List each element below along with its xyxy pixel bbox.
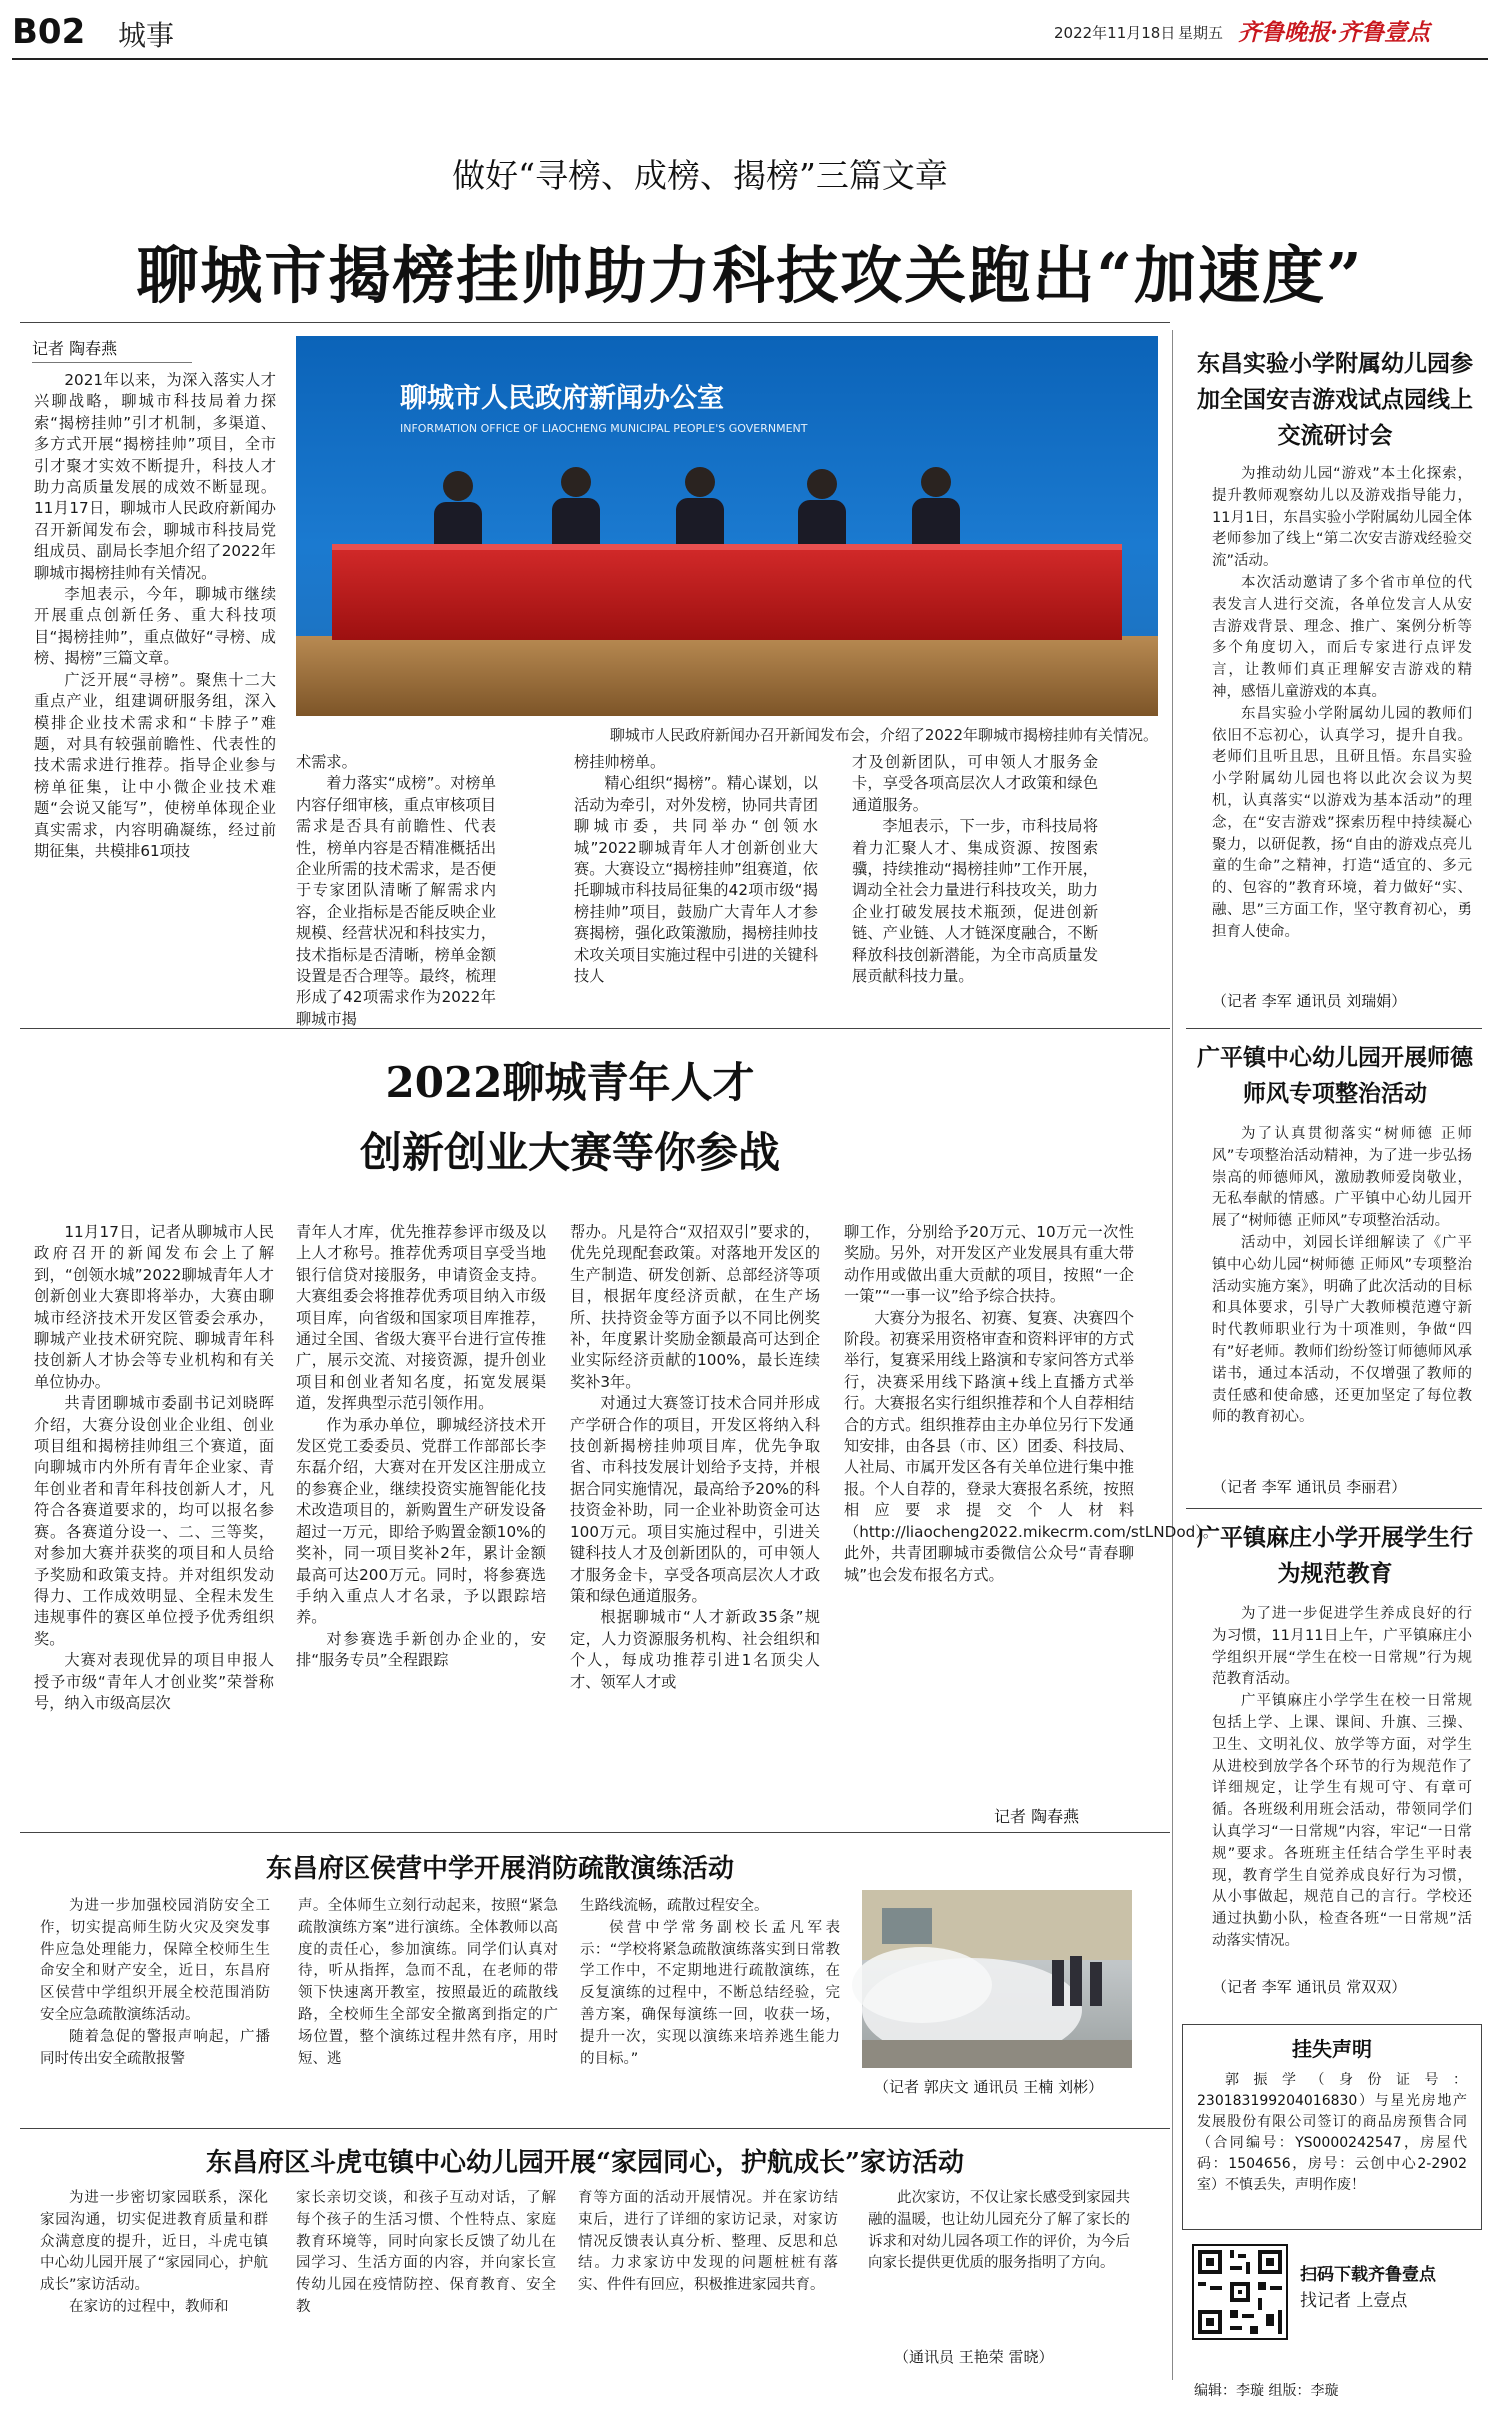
paragraph-continued: 生路线流畅，疏散过程安全。 — [580, 1898, 769, 1914]
lost-notice-box — [1182, 2024, 1482, 2230]
brand-separator: · — [1330, 19, 1339, 46]
conference-table — [332, 544, 1122, 640]
photo-caption: 聊城市人民政府新闻办召开新闻发布会，介绍了2022年聊城市揭榜挂帅有关情况。 — [609, 726, 1158, 744]
side3-body — [1212, 1604, 1472, 1966]
drill-column-2 — [298, 1896, 558, 2120]
photo-banner-title: 聊城市人民政府新闻办公室 — [400, 383, 724, 414]
paragraph-continued: 声。全体师生立刻行动起来，按照“紧急疏散演练方案”进行演练。全体教师以高度的责任心，参加演练。同学们认真对待，听从指挥，急而不乱，在老师的带领下快速离开教室，按照最近的疏散线路，全校师生全部安全撤离到指定的广场位置，整个演练过程井然有序，用时短、逃 — [298, 1898, 558, 2067]
contest-title-line-2: 创新创业大赛等你参战 — [359, 1128, 780, 1177]
paragraph: 活动中，刘园长详细解读了《广平镇中心幼儿园“树师德 正师风”专项整治活动实施方案》，明确了此次活动的目标和具体要求，引导广大教师模范遵守新时代教师职业行为十项准则，争做“四有”好老师。教师们纷纷签订师德师风承诺书，通过本活动，不仅增强了教师的责任感和使命感，还更加坚定了每位教师的教育初心。 — [1212, 1234, 1472, 1426]
page-number: B02 — [12, 12, 86, 52]
paragraph: 根据聊城市“人才新政35条”规定，人力资源服务机构、社会组织和个人，每成功推荐引进1名顶尖人才、领军人才或 — [570, 1608, 820, 1691]
divider — [20, 1832, 1170, 1833]
paragraph: 广泛开展“寻榜”。聚焦十二大重点产业，组建调研服务组，深入模排企业技术需求和“卡脖子”难题，对具有较强前瞻性、代表性的技术需求进行推荐。指导企业参与榜单征集，让中小微企业技术难题“会说又能写”，使榜单体现企业真实需求，内容明确凝练，经过前期征集，共模排61项技 — [34, 670, 276, 860]
paragraph: 大赛对表现优异的项目申报人授予市级“青年人才创业奖”荣誉称号，纳入市级高层次 — [34, 1651, 274, 1712]
side1-title: 东昌实验小学附属幼儿园参加全国安吉游戏试点园线上交流研讨会 — [1197, 350, 1473, 449]
drill-photo — [862, 1890, 1132, 2068]
divider — [1186, 1508, 1482, 1509]
drill-title: 东昌府区侯营中学开展消防疏散演练活动 — [265, 1854, 734, 1884]
paragraph: 李旭表示，今年，聊城市继续开展重点创新任务、重大科技项目“揭榜挂帅”，重点做好“寻榜、成榜、揭榜”三篇文章。 — [34, 585, 276, 668]
header-bar — [0, 0, 1500, 64]
lead-byline — [32, 336, 192, 363]
lead-column-2 — [296, 752, 496, 1028]
divider — [20, 2128, 1170, 2129]
lead-title: 聊城市揭榜挂帅助力科技攻关跑出“加速度” — [136, 239, 1364, 312]
qr-icon — [1194, 2246, 1286, 2338]
side3-title: 广平镇麻庄小学开展学生行为规范教育 — [1197, 1524, 1473, 1587]
paragraph: 11月17日，记者从聊城市人民政府召开的新闻发布会上了解到，“创领水城”2022聊城青年人才创新创业大赛即将举办，大赛由聊城市经济技术开发区管委会承办，聊城产业技术研究院、聊城青年科技创新人才协会等专业机构和有关单位协办。 — [34, 1223, 274, 1391]
visit-column-2 — [296, 2188, 556, 2378]
drill-column-3 — [580, 1896, 840, 2120]
lead-column-1 — [34, 370, 276, 1016]
paragraph: 对参赛选手新创办企业的，安排“服务专员”全程跟踪 — [296, 1629, 546, 1670]
contest-byline: 记者 陶春燕 — [994, 1807, 1080, 1826]
drill-photo-credit: （记者 郭庆文 通讯员 王楠 刘彬） — [874, 2078, 1104, 2096]
contest-column-3 — [570, 1222, 820, 1826]
paragraph: 为了认真贯彻落实“树师德 正师风”专项整治活动精神，为了进一步弘扬崇高的师德师风，激励教师爱岗敬业，无私奉献的情感。广平镇中心幼儿园开展了“树师德 正师风”专项整治活动。 — [1212, 1126, 1472, 1230]
paragraph: 大赛分为报名、初赛、复赛、决赛四个阶段。初赛采用资格审查和资料评审的方式举行，复赛采用线上路演和专家问答方式举行，决赛采用线下路演+线上直播方式举行。大赛报名实行组织推荐和个人自荐相结合的方式。组织推荐由主办单位另行下发通知安排，由各县（市、区）团委、科技局、人社局、市属开发区各有关单位进行集中推报。个人自荐的，登录大赛报名系统，按照相应要求提交个人材料（http://liaocheng2022.mikecrm.com/stLNDod）。此外，共青团聊城市委微信公众号“青春聊城”也会发布报名方式。 — [844, 1308, 1219, 1584]
brand-app-name: 齐鲁壹点 — [1338, 19, 1431, 46]
paragraph: 李旭表示，下一步，市科技局将着力汇聚人才、集成资源、按图索骥，持续推动“揭榜挂帅”工作开展，调动全社会力量进行科技攻关，助力企业打破发展技术瓶颈，促进创新链、产业链、人才链深度融合，不断释放科技创新潜能，为全市高质量发展贡献科技力量。 — [852, 817, 1098, 986]
lead-column-4 — [852, 752, 1098, 1016]
paragraph-continued: 家长亲切交谈，和孩子互动对话，了解每个孩子的生活习惯、个性特点、家庭教育环境等，同时向家长反馈了幼儿在园学习、生活方面的内容，并向家长宣传幼儿园在疫情防控、保育教育、安全教 — [296, 2190, 556, 2315]
paragraph-continued: 帮办。凡是符合“双招双引”要求的，优先兑现配套政策。对落地开发区的生产制造、研发创新、总部经济等项目，根据年度经济贡献，在生产场所、扶持资金等方面予以不同比例奖补，年度累计奖励金额最高可达到企业实际经济贡献的100%，最长连续奖补3年。 — [570, 1223, 820, 1391]
visit-byline: （通讯员 王艳荣 雷晓） — [894, 2348, 1054, 2366]
divider — [1172, 330, 1173, 2380]
paragraph: 共青团聊城市委副书记刘晓晖介绍，大赛分设创业企业组、创业项目组和揭榜挂帅组三个赛道，面向聊城市内外所有青年企业家、青年创业者和青年科技创新人才，凡符合各赛道要求的，均可以报名参赛。各赛道分设一、二、三等奖，对参加大赛并获奖的项目和人员给予奖励和政策支持。并对组织发动得力、工作成效明显、全程未发生违规事件的赛区单位授予优秀组织奖。 — [34, 1394, 274, 1648]
photo-illustration — [862, 1890, 1132, 2068]
paragraph-continued: 术需求。 — [296, 753, 357, 771]
qr-line-1: 扫码下载齐鲁壹点 — [1300, 2265, 1436, 2285]
paragraph: 作为承办单位，聊城经济技术开发区党工委委员、党群工作部部长李东磊介绍，大赛对在开发区注册成立的参赛企业，继续投资实施智能化技术改造项目的，新购置生产研发设备超过一万元，即给予购置金额10%的奖补，同一项目奖补2年，累计金额最高可达200万元。同时，将参赛选手纳入重点人才名录，予以跟踪培养。 — [296, 1415, 546, 1627]
paragraph: 为推动幼儿园“游戏”本土化探索，提升教师观察幼儿以及游戏指导能力，11月1日，东昌实验小学附属幼儿园全体老师参加了线上“第二次安吉游戏经验交流”活动。 — [1212, 466, 1472, 570]
side2-body — [1212, 1124, 1472, 1470]
lead-kicker: 做好“寻榜、成榜、揭榜”三篇文章 — [452, 156, 948, 195]
paragraph-continued: 青年人才库，优先推荐参评市级及以上人才称号。推荐优秀项目享受当地银行信贷对接服务，申请资金支持。大赛组委会将推荐优秀项目纳入市级项目库，向省级和国家项目库推荐，通过全国、省级大赛平台进行宣传推广，展示交流、对接资源，提升创业项目和创业者知名度，拓宽发展渠道，发挥典型示范引领作用。 — [296, 1223, 546, 1413]
paragraph: 2021年以来，为深入落实人才兴聊战略，聊城市科技局着力探索“揭榜挂帅”引才机制，多渠道、多方式开展“揭榜挂帅”项目，全市引才聚才实效不断提升，科技人才助力高质量发展的成效不断显现。11月17日，聊城市人民政府新闻办召开新闻发布会，聊城市科技局党组成员、副局长李旭介绍了2022年聊城市揭榜挂帅有关情况。 — [34, 371, 276, 582]
side3-byline: （记者 李军 通讯员 常双双） — [1212, 1978, 1407, 1996]
issue-weekday: 星期五 — [1178, 24, 1224, 42]
paragraph-continued: 聊工作，分别给予20万元、10万元一次性奖励。另外，对开发区产业发展具有重大带动作用或做出重大贡献的项目，按照“一企一策”“一事一议”给予综合扶持。 — [844, 1223, 1134, 1306]
divider — [20, 1028, 1170, 1029]
qr-line-2: 找记者 上壹点 — [1300, 2291, 1408, 2311]
contest-column-4 — [844, 1222, 1219, 1800]
paragraph: 此次家访，不仅让家长感受到家园共融的温暖，也让幼儿园充分了解了家长的诉求和对幼儿园各项工作的评价，为今后向家长提供更优质的服务指明了方向。 — [868, 2190, 1130, 2272]
notice-title: 挂失声明 — [1292, 2037, 1372, 2061]
qr-code[interactable] — [1192, 2244, 1288, 2340]
contest-column-1 — [34, 1222, 274, 1826]
byline-text: 记者 陶春燕 — [32, 339, 118, 358]
paragraph: 为进一步加强校园消防安全工作，切实提高师生防火灾及突发事件应急处理能力，保障全校师生生命安全和财产安全，近日，东昌府区侯营中学组织开展全校范围消防安全应急疏散演练活动。 — [40, 1898, 270, 2023]
qr-caption — [1300, 2262, 1436, 2314]
paragraph: 本次活动邀请了多个省市单位的代表发言人进行交流，各单位发言人从安吉游戏背景、理念、推广、案例分析等多个角度切入，而后专家进行点评发言，让教师们真正理解安吉游戏的精神，感悟儿童游戏的本真。 — [1212, 574, 1472, 700]
contest-title-line-1: 2022聊城青年人才 — [385, 1058, 755, 1107]
section-name: 城事 — [118, 19, 175, 52]
paragraph: 为进一步密切家园联系，深化家园沟通，切实促进教育质量和群众满意度的提升，近日，斗虎屯镇中心幼儿园开展了“家园同心，护航成长”家访活动。 — [40, 2190, 268, 2294]
side2-byline: （记者 李军 通讯员 李丽君） — [1212, 1478, 1407, 1496]
side1-body — [1212, 464, 1472, 1016]
visit-column-3 — [578, 2188, 838, 2378]
paragraph: 为了进一步促进学生养成良好的行为习惯，11月11日上午，广平镇麻庄小学组织开展“学生在校一日常规”行为规范教育活动。 — [1212, 1606, 1472, 1688]
brand-name: 齐鲁晚报 — [1238, 19, 1330, 46]
drill-column-1 — [40, 1896, 270, 2120]
visit-column-1 — [40, 2188, 268, 2378]
side1-byline: （记者 李军 通讯员 刘瑞娟） — [1212, 992, 1407, 1010]
floor — [296, 636, 1158, 716]
paragraph: 对通过大赛签订技术合同并形成产学研合作的项目，开发区将纳入科技创新揭榜挂帅项目库，优先争取省、市科技发展计划给予支持，并根据合同实施情况，最高给予20%的科技资金补助，同一企业补助资金可达100万元。项目实施过程中，引进关键科技人才及创新团队的，可申领人才服务金卡，享受各项高层次人才政策和绿色通道服务。 — [570, 1394, 820, 1605]
paragraph: 广平镇麻庄小学学生在校一日常规包括上学、上课、课间、升旗、三操、卫生、文明礼仪、放学等方面，对学生从进校到放学各个环节的行为规范作了详细规定，让学生有规可守、有章可循。各班级利用班会活动，带领同学们认真学习“一日常规”内容，牢记“一日常规”要求。各班班主任结合学生平时表现，教育学生自觉养成良好行为习惯，从小事做起，规范自己的言行。学校还通过执勤小队，检查各班“一日常规”活动落实情况。 — [1212, 1693, 1472, 1949]
visit-title: 东昌府区斗虎屯镇中心幼儿园开展“家园同心，护航成长”家访活动 — [206, 2148, 964, 2178]
issue-date: 2022年11月18日 — [1054, 24, 1176, 42]
paragraph: 精心组织“揭榜”。精心谋划，以活动为牵引，对外发榜，协同共青团聊城市委，共同举办“创领水城”2022聊城青年人才创新创业大赛。大赛设立“揭榜挂帅”组赛道，依托聊城市科技局征集的42项市级“揭榜挂帅”项目，鼓励广大青年人才参赛揭榜，强化政策激励，揭榜挂帅技术攻关项目实施过程中引进的关键科技人 — [574, 774, 818, 986]
header-rule — [12, 58, 1488, 60]
divider — [1186, 1028, 1482, 1029]
visit-column-4 — [868, 2188, 1130, 2338]
paragraph-continued: 榜挂帅榜单。 — [574, 753, 666, 771]
photo-banner-subtitle: INFORMATION OFFICE OF LIAOCHENG MUNICIPAL PEOPLE'S GOVERNMENT — [400, 422, 808, 435]
paragraph-continued: 育等方面的活动开展情况。并在家访结束后，进行了详细的家访记录，对家访情况反馈表认真分析、整理、反思和总结。力求家访中发现的问题桩桩有落实、件件有回应，积极推进家园共育。 — [578, 2190, 838, 2294]
press-conference-photo — [296, 336, 1158, 716]
paragraph: 在家访的过程中，教师和 — [69, 2298, 229, 2315]
brand-logo — [1238, 14, 1430, 47]
contest-column-2 — [296, 1222, 546, 1826]
paragraph: 着力落实“成榜”。对榜单内容仔细审核，重点审核项目需求是否具有前瞻性、代表性，榜单内容是否精准概括出企业所需的技术需求，是否便于专家团队清晰了解需求内容，企业指标是否能反映企业规模、经营状况和科技实力，技术指标是否清晰，榜单金额设置是否合理等。最终，梳理形成了42项需求作为2022年聊城市揭 — [296, 774, 496, 1028]
paragraph: 侯营中学常务副校长孟凡军表示：“学校将紧急疏散演练落实到日常教学工作中，不定期地进行疏散演练，在反复演练的过程中，不断总结经验，完善方案，确保每演练一回，收获一场，提升一次，实现以演练来培养逃生能力的目标。” — [580, 1919, 840, 2067]
paragraph-continued: 才及创新团队，可申领人才服务金卡，享受各项高层次人才政策和绿色通道服务。 — [852, 753, 1098, 814]
lead-column-3 — [574, 752, 818, 1016]
paragraph: 随着急促的警报声响起，广播同时传出安全疏散报警 — [40, 2028, 270, 2067]
notice-body: 郭振学（身份证号：230183199204016830）与星光房地产发展股份有限公司签订的商品房预售合同（合同编号：YS0000242547，房屋代码：1504656，房号：云创中心2-2902室）不慎丢失，声明作废！ — [1197, 2072, 1467, 2193]
editor-credit: 编辑：李璇 组版：李璇 — [1194, 2383, 1339, 2399]
side2-title: 广平镇中心幼儿园开展师德师风专项整治活动 — [1197, 1044, 1473, 1107]
paragraph: 东昌实验小学附属幼儿园的教师们依旧不忘初心，认真学习，提升自我。老师们且听且思，且研且悟。东昌实验小学附属幼儿园也将以此次会议为契机，认真落实“以游戏为基本活动”的理念，在“安吉游戏”探索历程中持续凝心聚力，以研促教，扬“自由的游戏点亮儿童的生命”之精神，打造“适宜的、多元的、包容的”教育环境，着力做好“实、融、思”三方面工作，坚守教育初心，勇担育人使命。 — [1212, 705, 1472, 940]
divider — [20, 322, 1170, 323]
